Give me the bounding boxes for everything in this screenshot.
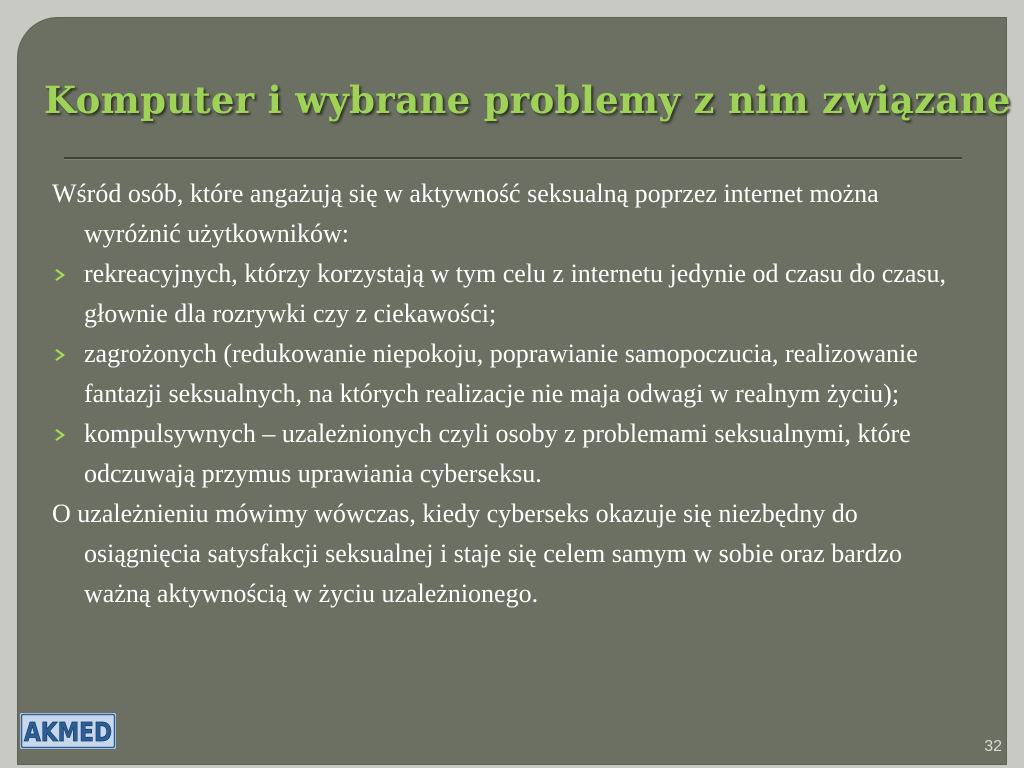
chevron-right-icon [53,268,67,282]
closing-paragraph: O uzależnieniu mówimy wówczas, kiedy cyberseks okazuje się niezbędny do osiągnięcia satysfakcji seksualnej i staje się celem samym w sobie oraz bardzo ważną aktywnością w życiu uzależnionego. [52,499,902,608]
bullet-item [52,414,972,494]
bullet-text: kompulsywnych – uzależnionych czyli osoby z problemami seksualnymi, które odczuwają przymus uprawiania cyberseksu. [84,419,911,488]
slide-title: Komputer i wybrane problemy z nim związane [44,78,1011,122]
bullet-text: rekreacyjnych, którzy korzystają w tym celu z internetu jedynie od czasu do czasu, głownie dla rozrywki czy z ciekawości; [84,259,946,328]
bullet-item [52,254,972,334]
bullet-text: zagrożonych (redukowanie niepokoju, poprawianie samopoczucia, realizowanie fantazji seksualnych, na których realizacje nie maja odwagi w realnym życiu); [84,339,918,408]
chevron-right-icon [53,348,67,362]
bullet-item [52,334,972,414]
akmed-logo [20,713,116,749]
chevron-right-icon [53,428,67,442]
page-number: 32 [984,738,1002,755]
title-divider [64,157,962,159]
slide-body [52,174,972,614]
intro-paragraph: Wśród osób, które angażują się w aktywność seksualną poprzez internet można wyróżnić użytkowników: [52,179,879,248]
svg-text:AKMED: AKMED [24,718,112,748]
